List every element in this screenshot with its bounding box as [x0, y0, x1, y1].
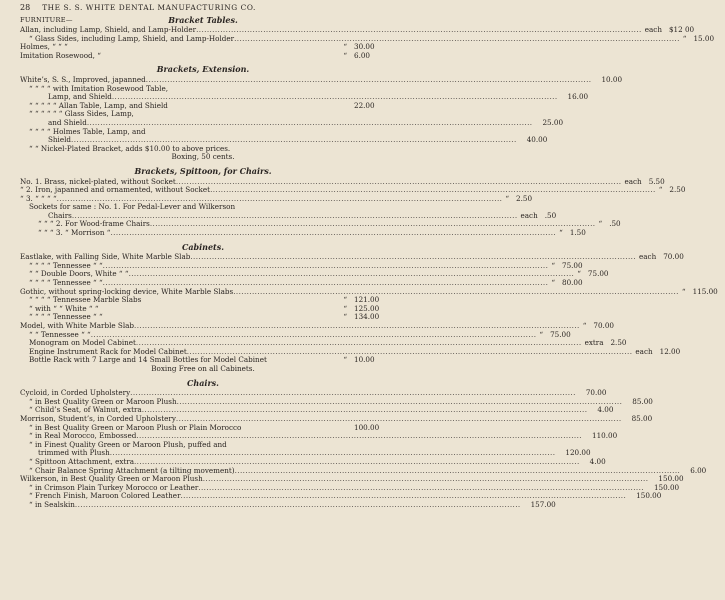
item-description: “ Glass Sides, including Lamp, Shield, and Lamp-Holder: [29, 33, 235, 43]
running-title: THE S. S. WHITE DENTAL MANUFACTURING CO.: [42, 3, 256, 12]
item-description: Boxing, 50 cents.: [171, 152, 235, 162]
item-unit: “: [505, 193, 510, 203]
item-price: 1.50: [569, 228, 586, 238]
item-price: 40.00: [526, 135, 548, 145]
item-price: 150.00: [658, 474, 684, 484]
item-description: Wilkerson, in Best Quality Green or Maroon Plush: [20, 474, 203, 484]
item-description: Lamp, and Shield: [48, 92, 112, 102]
item-price: 75.00: [550, 329, 571, 339]
item-description: No. 1. Brass, nickel-plated, without Socket: [20, 176, 176, 186]
item-unit: “: [343, 42, 347, 52]
item-price: 15.00: [693, 33, 715, 43]
item-unit: “: [343, 50, 347, 60]
section-brackets-extension: [20, 74, 623, 162]
item-price: 85.00: [631, 413, 653, 423]
item-description: White’s, S. S., Improved, japanned: [20, 74, 146, 84]
item-unit: “: [343, 355, 347, 365]
item-description: “ “ “ “ with Imitation Rosewood Table,: [29, 83, 168, 93]
dot-leader: [110, 229, 556, 238]
item-description: “ Chair Balance Spring Attachment (a tilting movement): [29, 465, 235, 475]
item-price: 150.00: [636, 491, 662, 501]
item-description: “ “ “ “ “ Allan Table, Lamp, and Shield: [29, 100, 168, 110]
item-price: 121.00: [354, 295, 380, 305]
item-description: “ 3. “ “ “ “: [20, 193, 57, 203]
item-description: “ in Sealskin: [29, 499, 75, 509]
item-description: Sockets for same : No. 1. For Pedal-Lever and Wilkerson: [29, 202, 236, 212]
item-price: 75.00: [587, 269, 609, 279]
item-unit: each: [644, 25, 662, 34]
item-description: Bottle Rack with 7 Large and 14 Small Bottles for Model Cabinet: [29, 355, 267, 365]
dot-leader: [75, 501, 521, 510]
furniture-row: [20, 16, 386, 26]
item-price: 100.00: [354, 422, 380, 432]
item-unit: “: [539, 329, 544, 339]
item-description: Boxing Free on all Cabinets.: [151, 363, 255, 373]
item-unit: extra: [584, 338, 604, 348]
item-unit: each: [639, 252, 657, 262]
item-unit: “: [343, 312, 347, 322]
item-price: 4.00: [589, 456, 606, 466]
item-unit: “: [598, 219, 603, 229]
item-description: “ 2. Iron, japanned and ornamented, without Socket: [20, 185, 211, 195]
item-description: “ “ “ “ Holmes Table, Lamp, and: [29, 126, 146, 136]
item-unit: each: [624, 176, 642, 186]
item-description: “ “ “ 2. For Wood-frame Chairs: [38, 219, 150, 229]
section-title-spittoon-brackets: Brackets, Spittoon, for Chairs.: [134, 165, 272, 176]
item-unit: “: [343, 295, 347, 305]
item-description: “ Child’s Seat, of Walnut, extra: [29, 405, 142, 415]
item-description: “ in Crimson Plain Turkey Morocco or Leather: [29, 482, 199, 492]
item-unit: “: [582, 321, 587, 330]
item-price: 125.00: [354, 303, 380, 313]
item-unit: “: [343, 303, 347, 313]
section-title-cabinets: Cabinets.: [181, 241, 225, 252]
section-cabinets: [20, 252, 718, 373]
dot-leader: [87, 119, 533, 128]
item-description: Gothic, without spring-locking device, White Marble Slabs: [20, 286, 234, 296]
item-price: 10.00: [601, 74, 623, 84]
item-description: Monogram on Model Cabinet: [29, 338, 136, 348]
section-title-brackets-extension: Brackets, Extension.: [156, 64, 250, 75]
item-price: $12 00: [668, 25, 695, 34]
item-unit: “: [682, 33, 687, 43]
item-description: Model, with White Marble Slab: [20, 321, 135, 330]
item-description: Allan, including Lamp, Shield, and Lamp-Holder: [20, 25, 197, 34]
item-price: .50: [544, 210, 557, 220]
item-description: “ in Finest Quality Green or Maroon Plush, puffed and: [29, 439, 227, 449]
item-description: “ “ Double Doors, White “ “: [29, 269, 129, 279]
item-unit: “: [577, 269, 581, 279]
dot-leader: [146, 76, 592, 85]
section-chairs: [20, 388, 707, 509]
item-description: Eastlake, with Falling Side, White Marble Slab: [20, 252, 191, 262]
item-price: 22.00: [354, 100, 375, 110]
item-price: 2.50: [669, 185, 686, 195]
item-description: “ “ “ “ Tennessee “ “: [29, 260, 103, 270]
item-unit: “: [551, 260, 555, 270]
item-description: “ “ “ 3. “ Morrison “: [38, 228, 111, 238]
item-description: Shield: [48, 135, 72, 145]
item-description: “ with “ “ White “ “: [29, 303, 99, 313]
item-price: 25.00: [542, 117, 564, 127]
item-price: 85.00: [632, 396, 653, 406]
item-price: 16.00: [567, 92, 589, 102]
item-description: trimmed with Plush: [38, 448, 110, 458]
item-price: 70.00: [593, 321, 614, 330]
item-price: 10.00: [354, 355, 375, 365]
item-description: “ French Finish, Maroon Colored Leather: [29, 491, 181, 501]
price-line: [20, 153, 386, 162]
item-unit: “: [559, 228, 563, 238]
price-line: [20, 33, 715, 44]
item-price: 30.00: [354, 42, 375, 52]
item-description: “ in Best Quality Green or Maroon Plush: [29, 396, 177, 406]
item-description: “ “ Tennessee “ “: [29, 329, 91, 339]
item-description: “ “ “ “ Tennessee Marble Slabs: [29, 295, 142, 305]
item-unit: “: [681, 286, 686, 296]
item-description: “ “ “ “ “ “ Glass Sides, Lamp,: [29, 109, 134, 119]
item-price: 70.00: [585, 388, 607, 398]
item-description: Holmes, “ “ “: [20, 42, 68, 52]
item-price: 2.50: [610, 338, 627, 348]
item-price: 115.00: [692, 286, 718, 296]
price-line: [20, 499, 556, 510]
item-price: 110.00: [592, 431, 618, 441]
item-price: 12.00: [659, 346, 681, 356]
item-description: Cycloid, in Corded Upholstery: [20, 388, 131, 398]
item-description: “ “ “ “ Tennessee “ “: [29, 312, 103, 322]
page-number: 28: [20, 3, 31, 12]
price-line: [20, 52, 386, 61]
section-title-chairs: Chairs.: [187, 377, 219, 388]
dot-leader: [233, 288, 679, 297]
dot-leader: [112, 93, 558, 102]
item-unit: “: [551, 278, 555, 288]
item-price: 4.00: [597, 405, 614, 415]
item-description: Imitation Rosewood, “: [20, 50, 101, 60]
item-description: Morrison, Student’s, in Corded Upholstery: [20, 413, 176, 423]
item-price: 134.00: [354, 312, 380, 322]
section-title-bracket-tables: Bracket Tables.: [168, 15, 238, 25]
item-price: 80.00: [562, 278, 583, 288]
item-description: “ Spittoon Attachment, extra: [29, 456, 134, 466]
item-description: “ in Best Quality Green or Maroon Plush or Plain Morocco: [29, 422, 242, 432]
price-line: [20, 365, 386, 374]
item-price: 150.00: [653, 482, 680, 492]
item-price: 120.00: [565, 448, 591, 458]
item-price: 2.50: [516, 193, 533, 203]
item-description: Engine Instrument Rack for Model Cabinet: [29, 346, 187, 356]
dot-leader: [176, 415, 622, 424]
section-bracket-tables: [20, 25, 715, 60]
item-price: 5.50: [648, 176, 665, 186]
price-line: [20, 228, 586, 238]
item-price: 75.00: [562, 260, 583, 270]
item-price: 70.00: [663, 252, 684, 262]
item-description: Chairs: [48, 210, 72, 220]
furniture-label: FURNITURE—: [20, 16, 73, 24]
section-spittoon-brackets: [20, 176, 686, 238]
item-description: “ “ “ “ Tennessee “ “: [29, 278, 103, 288]
item-price: .50: [609, 219, 621, 229]
item-unit: “: [658, 185, 663, 195]
item-price: 6.00: [354, 50, 371, 60]
item-description: and Shield: [48, 117, 87, 127]
item-unit: each: [520, 210, 538, 220]
dot-leader: [234, 35, 680, 44]
item-price: 157.00: [530, 499, 556, 509]
item-description: “ “ Nickel-Plated Bracket, adds $10.00 to above prices.: [29, 143, 231, 153]
item-price: 6.00: [690, 465, 707, 475]
item-unit: each: [635, 346, 653, 356]
item-description: “ in Real Morocco, Embossed: [29, 431, 137, 441]
